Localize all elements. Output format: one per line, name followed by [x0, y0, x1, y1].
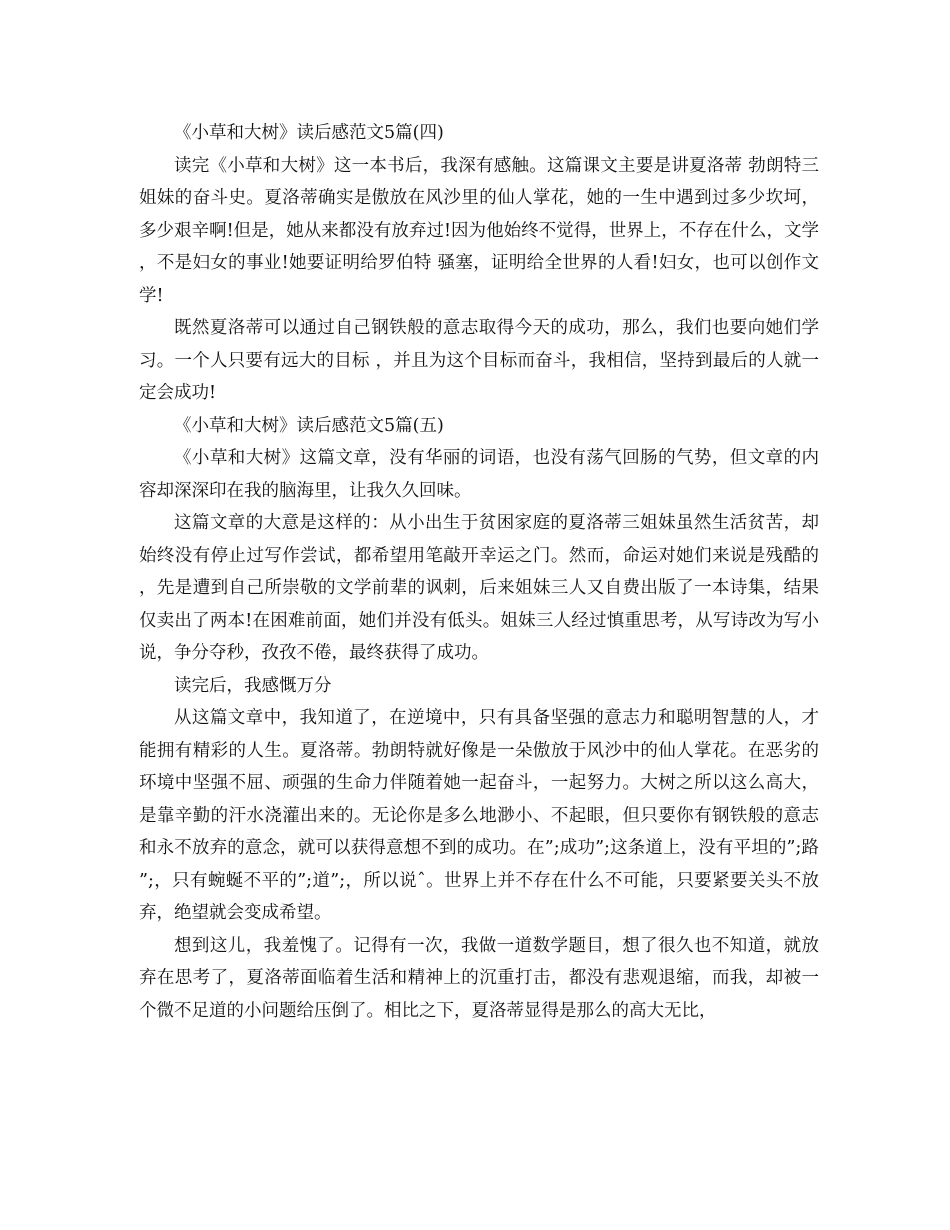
section-heading-5: 《小草和大树》读后感范文5篇(五) [174, 415, 444, 436]
paragraph: 《小草和大树》这篇文章，没有华丽的词语，也没有荡气回肠的气势，但文章的内容却深深印在我的脑海里，让我久久回味。 [139, 448, 819, 501]
paragraph: 想到这儿，我羞愧了。记得有一次，我做一道数学题目，想了很久也不知道，就放弃在思考了，夏洛蒂面临着生活和精神上的沉重打击，都没有悲观退缩，而我，却被一个微不足道的小问题给压倒了。相比之下，夏洛蒂显得是那么的高大无比， [139, 935, 819, 1021]
paragraph: 既然夏洛蒂可以通过自己钢铁般的意志取得今天的成功，那么，我们也要向她们学习。一个人只要有远大的目标 ，并且为这个目标而奋斗，我相信，坚持到最后的人就一定会成功! [139, 318, 819, 403]
paragraph: 从这篇文章中，我知道了，在逆境中，只有具备坚强的意志力和聪明智慧的人，才能拥有精彩的人生。夏洛蒂。勃朗特就好像是一朵傲放于风沙中的仙人掌花。在恶劣的环境中坚强不屈、顽强的生命力伴随着她一起奋斗，一起努力。大树之所以这么高大，是靠辛勤的汗水浇灌出来的。无论你是多么地渺小、不起眼，但只要你有钢铁般的意志和永不放弃的意念，就可以获得意想不到的成功。在”;成功”;这条道上，没有平坦的”;路”;，只有蜿蜒不平的”;道”;，所以说ˆ。世界上并不存在什么不可能，只要紧要关头不放弃，绝望就会变成希望。 [139, 708, 819, 923]
section-heading-4: 《小草和大树》读后感范文5篇(四) [174, 123, 444, 143]
paragraph: 读完《小草和大树》这一本书后，我深有感触。这篇课文主要是讲夏洛蒂 勃朗特三姐妹的奋斗史。夏洛蒂确实是傲放在风沙里的仙人掌花，她的一生中遇到过多少坎坷，多少艰辛啊!但是，她从来都没有放弃过!因为他始终不觉得，世界上，不存在什么，文学，不是妇女的事业!她要证明给罗伯特 骚塞，证明给全世界的人看!妇女，也可以创作文学! [139, 155, 819, 306]
paragraph: 读完后，我感慨万分 [174, 675, 332, 696]
document-body [139, 117, 819, 1027]
paragraph: 这篇文章的大意是这样的：从小出生于贫困家庭的夏洛蒂三姐妹虽然生活贫苦，却始终没有停止过写作尝试，都希望用笔敲开幸运之门。然而，命运对她们来说是残酷的，先是遭到自己所崇敬的文学前辈的讽刺，后来姐妹三人又自费出版了一本诗集，结果仅卖出了两本!在困难前面，她们并没有低头。姐妹三人经过慎重思考，从写诗改为写小说，争分夺秒，孜孜不倦，最终获得了成功。 [139, 513, 819, 663]
